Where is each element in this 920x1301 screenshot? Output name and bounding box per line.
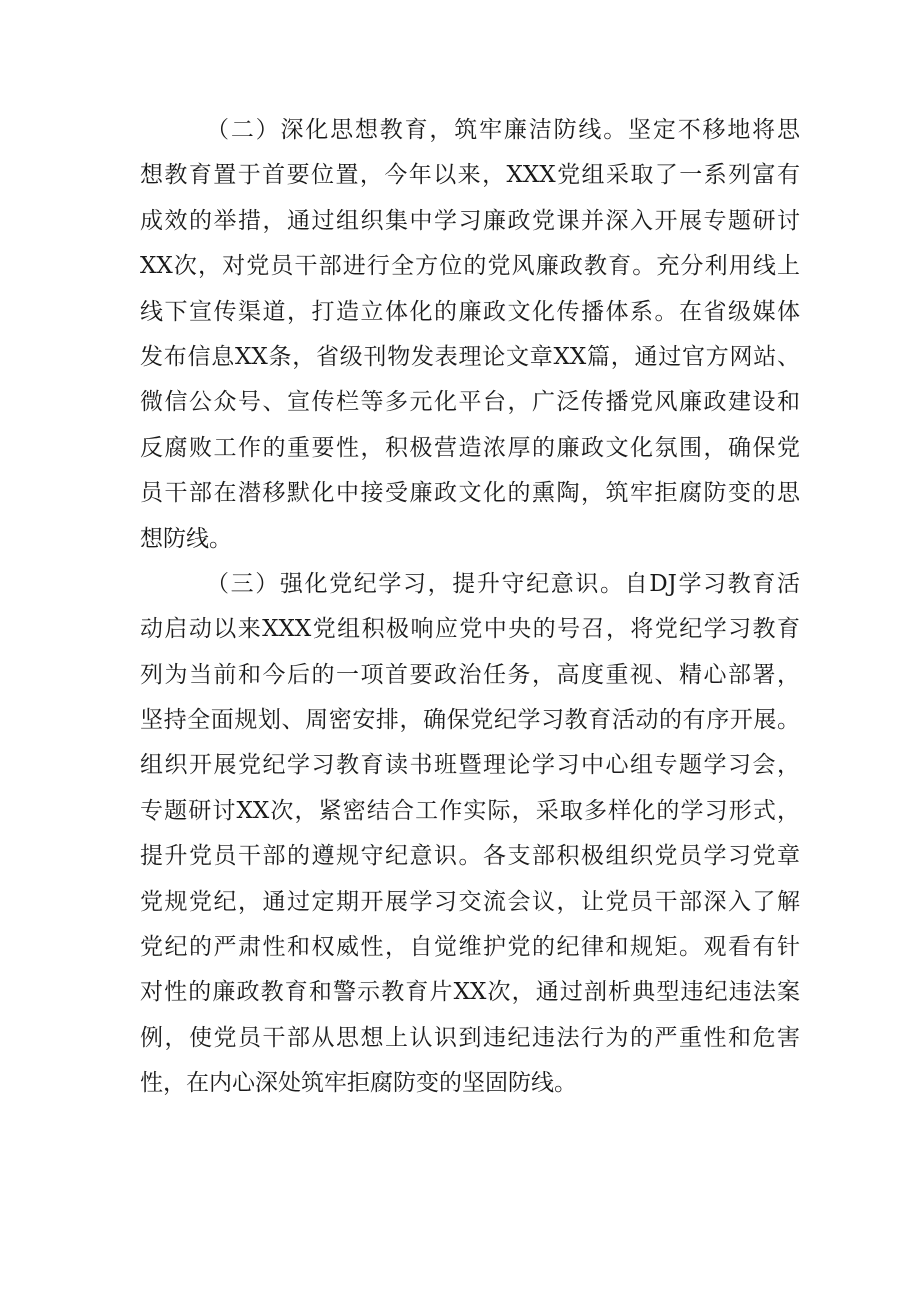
paragraph-line: 提升党员干部的遵规守纪意识。各支部积极组织党员学习党章 [140,843,800,870]
document-body [140,108,800,1107]
paragraph-line: 想防线。 [140,525,232,552]
paragraph-line: 党纪的严肃性和权威性，自觉维护党的纪律和规矩。观看有针 [140,934,800,961]
paragraph-line: （二）深化思想教育，筑牢廉洁防线。坚定不移地将思 [206,117,800,143]
paragraph-line: 发布信息XX条，省级刊物发表理论文章XX篇，通过官方网站、 [140,343,800,370]
paragraph-line: （三）强化党纪学习，提升守纪意识。自DJ学习教育活 [206,570,800,597]
paragraph-line: 反腐败工作的重要性，积极营造浓厚的廉政文化氛围，确保党 [140,434,800,461]
paragraph-line: 动启动以来XXX党组积极响应党中央的号召，将党纪学习教育 [140,616,800,643]
paragraph-line: 专题研讨XX次，紧密结合工作实际，采取多样化的学习形式， [140,797,800,824]
paragraph-deepen-ideological-education [140,108,800,562]
paragraph-line: 党规党纪，通过定期开展学习交流会议，让党员干部深入了解 [140,888,800,915]
paragraph-line: 员干部在潜移默化中接受廉政文化的熏陶，筑牢拒腐防变的思 [140,480,800,507]
paragraph-line: 成效的举措，通过组织集中学习廉政党课并深入开展专题研讨 [140,207,800,234]
paragraph-line: 想教育置于首要位置，今年以来，XXX党组采取了一系列富有 [140,162,800,189]
paragraph-line: 组织开展党纪学习教育读书班暨理论学习中心组专题学习会， [140,752,800,779]
paragraph-line: 性，在内心深处筑牢拒腐防变的坚固防线。 [140,1070,577,1097]
paragraph-line: 对性的廉政教育和警示教育片XX次，通过剖析典型违纪违法案 [140,979,800,1006]
paragraph-line: 线下宣传渠道，打造立体化的廉政文化传播体系。在省级媒体 [140,298,800,325]
paragraph-line: 微信公众号、宣传栏等多元化平台，广泛传播党风廉政建设和 [140,389,800,416]
paragraph-strengthen-discipline-study [140,562,800,1107]
paragraph-line: 坚持全面规划、周密安排，确保党纪学习教育活动的有序开展。 [140,707,800,734]
paragraph-line: 列为当前和今后的一项首要政治任务，高度重视、精心部署， [140,661,800,688]
paragraph-line: 例，使党员干部从思想上认识到违纪违法行为的严重性和危害 [140,1024,800,1051]
paragraph-line: XX次，对党员干部进行全方位的党风廉政教育。充分利用线上 [140,253,800,280]
